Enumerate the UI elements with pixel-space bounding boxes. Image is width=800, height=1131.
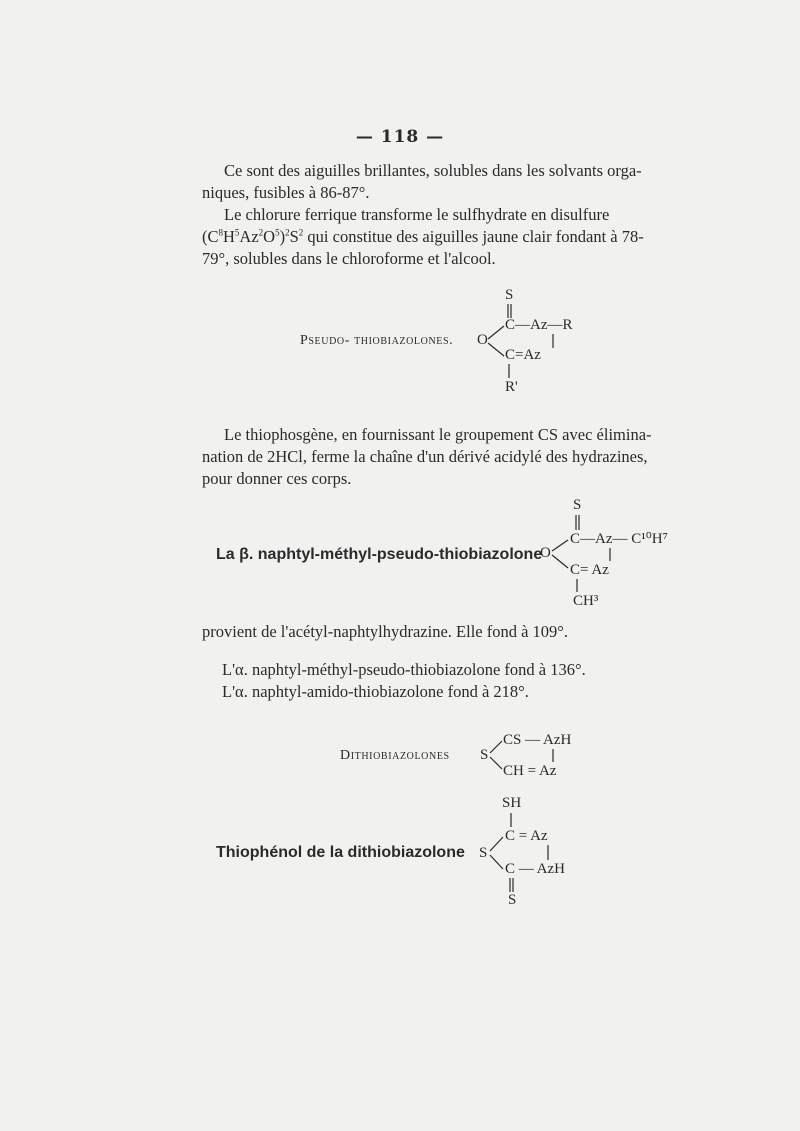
s2-o-c2-bond	[552, 555, 568, 568]
section-2-atom-s: S	[573, 497, 582, 513]
paragraph-2-line-3: 79°, solubles dans le chloroforme et l'alcool.	[202, 249, 496, 268]
section-1-atom-o: O	[477, 332, 488, 348]
paragraph-3-line-1: Le thiophosgène, en fournissant le groupement CS avec élimina-	[224, 425, 652, 444]
section-4-atom-c1: C = Az	[505, 828, 548, 844]
section-1-atom-c2: C=Az	[505, 347, 541, 363]
section-4-label: Thiophénol de la dithiobiazolone	[216, 844, 465, 861]
paragraph-2-line-2: $(C^8H^5Az^2O^5)^2S^2$ qui constitue des aiguilles jaune clair fondant à 78-	[202, 227, 644, 246]
s4-s-c2-bond	[490, 855, 503, 869]
section-3-atom-c2: CH = Az	[503, 763, 557, 779]
paragraph-1-line-1: Ce sont des aiguilles brillantes, solubles dans les solvants orga-	[224, 161, 642, 180]
section-2-atom-ch3: CH³	[573, 593, 599, 609]
paragraph-3	[202, 424, 680, 490]
s1-o-c1-bond	[488, 326, 504, 339]
paragraph-3-line-2: nation de 2HCl, ferme la chaîne d'un dérivé acidylé des hydrazines,	[202, 447, 648, 466]
page-number: — 118 —	[355, 127, 445, 147]
paragraph-6: L'α. naphtyl-amido-thiobiazolone fond à 218°.	[222, 682, 529, 701]
section-4-atom-sh: SH	[502, 795, 522, 811]
paragraph-1	[202, 160, 680, 204]
section-1-atom-c1: C—Az—R	[505, 317, 573, 333]
s3-s-c2-bond	[490, 757, 502, 769]
section-1-atom-s: S	[505, 287, 514, 303]
section-4-atom-s2: S	[508, 892, 517, 908]
s3-s-c1-bond	[490, 741, 502, 753]
section-2-atom-o: O	[540, 545, 551, 561]
section-2-atom-c2: C= Az	[570, 562, 609, 578]
s4-s-c1-bond	[490, 837, 503, 851]
paragraph-2-line-1: Le chlorure ferrique transforme le sulfhydrate en disulfure	[224, 205, 610, 224]
s2-o-c1-bond	[552, 540, 568, 551]
paragraph-4: provient de l'acétyl-naphtylhydrazine. Elle fond à 109°.	[202, 622, 569, 641]
section-2-label: La β. naphtyl-méthyl-pseudo-thiobiazolone	[216, 546, 543, 563]
section-2-atom-c1: C—Az— C¹⁰H⁷	[570, 531, 668, 547]
section-3-atom-s: S	[480, 747, 489, 763]
section-4-atom-c2: C — AzH	[505, 861, 565, 877]
section-3-label: Dithiobiazolones	[340, 748, 450, 763]
paragraph-2	[202, 204, 680, 270]
paragraph-5: L'α. naphtyl-méthyl-pseudo-thiobiazolone fond à 136°.	[222, 660, 586, 679]
section-4-atom-s: S	[479, 845, 488, 861]
paragraph-3-line-3: pour donner ces corps.	[202, 469, 352, 488]
section-3-atom-c1: CS — AzH	[503, 732, 572, 748]
paragraph-1-line-2: niques, fusibles à 86-87°.	[202, 183, 370, 202]
section-1-atom-r: R'	[505, 379, 518, 395]
section-1-label: Pseudo- thiobiazolones.	[300, 333, 454, 348]
s1-o-c2-bond	[488, 343, 504, 356]
